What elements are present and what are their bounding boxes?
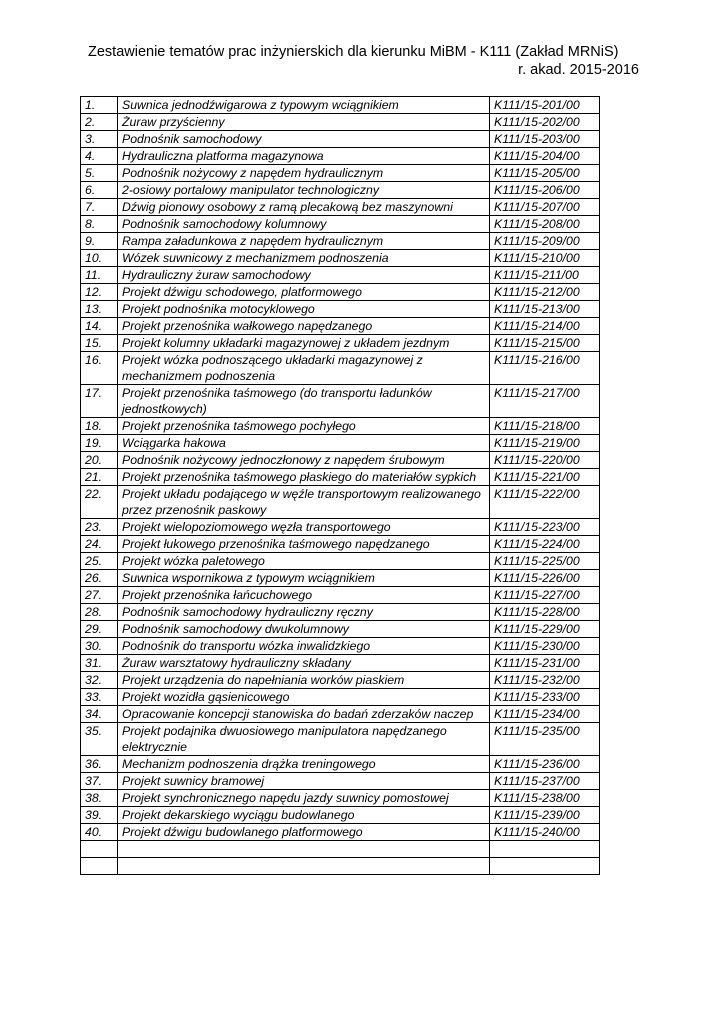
topic-number: 39. (81, 807, 118, 824)
table-row (81, 553, 600, 570)
topic-number: 16. (81, 352, 118, 385)
table-row (81, 182, 600, 199)
topic-title: Wciągarka hakowa (118, 435, 490, 452)
topics-table (80, 96, 600, 875)
topic-number: 19. (81, 435, 118, 452)
topic-code: K111/15-222/00 (490, 486, 600, 519)
table-row (81, 587, 600, 604)
topic-title: Projekt kolumny układarki magazynowej z układem jezdnym (118, 335, 490, 352)
topic-title: Podnośnik samochodowy (118, 131, 490, 148)
topic-number: 28. (81, 604, 118, 621)
topic-number: 6. (81, 182, 118, 199)
topic-code: K111/15-219/00 (490, 435, 600, 452)
topic-number: 29. (81, 621, 118, 638)
topic-title: Podnośnik samochodowy hydrauliczny ręczny (118, 604, 490, 621)
topic-title: Projekt wielopoziomowego węzła transportowego (118, 519, 490, 536)
table-row (81, 233, 600, 250)
topic-code: K111/15-220/00 (490, 452, 600, 469)
topic-title: Projekt dźwigu schodowego, platformowego (118, 284, 490, 301)
table-row (81, 114, 600, 131)
topic-number: 31. (81, 655, 118, 672)
topic-number: 38. (81, 790, 118, 807)
topic-code: K111/15-212/00 (490, 284, 600, 301)
table-row (81, 435, 600, 452)
topic-title: Projekt przenośnika łańcuchowego (118, 587, 490, 604)
topic-number: 23. (81, 519, 118, 536)
topic-number: 24. (81, 536, 118, 553)
table-row (81, 756, 600, 773)
table-row (81, 672, 600, 689)
topic-code: K111/15-215/00 (490, 335, 600, 352)
topic-code: K111/15-223/00 (490, 519, 600, 536)
topic-number: 3. (81, 131, 118, 148)
table-row (81, 824, 600, 841)
topic-code: K111/15-236/00 (490, 756, 600, 773)
table-row (81, 536, 600, 553)
empty-table-row (81, 841, 600, 858)
topic-code: K111/15-213/00 (490, 301, 600, 318)
topic-title: Projekt urządzenia do napełniania worków piaskiem (118, 672, 490, 689)
table-row (81, 250, 600, 267)
topic-title: Projekt wozidła gąsienicowego (118, 689, 490, 706)
table-row (81, 301, 600, 318)
table-row (81, 418, 600, 435)
topic-title: Opracowanie koncepcji stanowiska do badań zderzaków naczep (118, 706, 490, 723)
topic-code: K111/15-210/00 (490, 250, 600, 267)
empty-cell (490, 858, 600, 875)
topic-code: K111/15-226/00 (490, 570, 600, 587)
table-row (81, 385, 600, 418)
topic-number: 26. (81, 570, 118, 587)
topic-title: Suwnica jednodźwigarowa z typowym wciągnikiem (118, 97, 490, 114)
topic-title: Podnośnik nożycowy z napędem hydraulicznym (118, 165, 490, 182)
topic-number: 21. (81, 469, 118, 486)
topic-code: K111/15-217/00 (490, 385, 600, 418)
topic-code: K111/15-239/00 (490, 807, 600, 824)
table-row (81, 284, 600, 301)
topic-code: K111/15-207/00 (490, 199, 600, 216)
topic-code: K111/15-211/00 (490, 267, 600, 284)
topic-code: K111/15-237/00 (490, 773, 600, 790)
table-row (81, 352, 600, 385)
topic-code: K111/15-208/00 (490, 216, 600, 233)
table-row (81, 335, 600, 352)
topic-number: 11. (81, 267, 118, 284)
table-row (81, 216, 600, 233)
topic-code: K111/15-224/00 (490, 536, 600, 553)
topic-number: 20. (81, 452, 118, 469)
table-row (81, 267, 600, 284)
table-row (81, 807, 600, 824)
topic-title: Podnośnik do transportu wózka inwalidzkiego (118, 638, 490, 655)
topic-number: 12. (81, 284, 118, 301)
topic-code: K111/15-240/00 (490, 824, 600, 841)
topic-title: Projekt dekarskiego wyciągu budowlanego (118, 807, 490, 824)
academic-year: r. akad. 2015-2016 (518, 62, 639, 78)
topic-code: K111/15-206/00 (490, 182, 600, 199)
topic-code: K111/15-233/00 (490, 689, 600, 706)
topic-code: K111/15-225/00 (490, 553, 600, 570)
topic-code: K111/15-234/00 (490, 706, 600, 723)
topic-code: K111/15-221/00 (490, 469, 600, 486)
table-row (81, 148, 600, 165)
topic-number: 2. (81, 114, 118, 131)
topic-number: 14. (81, 318, 118, 335)
topic-code: K111/15-202/00 (490, 114, 600, 131)
topic-code: K111/15-228/00 (490, 604, 600, 621)
topic-code: K111/15-231/00 (490, 655, 600, 672)
topic-number: 22. (81, 486, 118, 519)
topic-title: Dźwig pionowy osobowy z ramą plecakową bez maszynowni (118, 199, 490, 216)
topic-code: K111/15-214/00 (490, 318, 600, 335)
topics-table-body (81, 97, 600, 875)
topic-code: K111/15-218/00 (490, 418, 600, 435)
topic-title: Wózek suwnicowy z mechanizmem podnoszenia (118, 250, 490, 267)
table-row (81, 723, 600, 756)
topic-title: Projekt synchronicznego napędu jazdy suwnicy pomostowej (118, 790, 490, 807)
empty-cell (81, 858, 118, 875)
topic-number: 8. (81, 216, 118, 233)
table-row (81, 604, 600, 621)
table-row (81, 131, 600, 148)
table-row (81, 570, 600, 587)
topic-title: Projekt dźwigu budowlanego platformowego (118, 824, 490, 841)
topic-title: Projekt suwnicy bramowej (118, 773, 490, 790)
table-row (81, 469, 600, 486)
empty-cell (490, 841, 600, 858)
topic-code: K111/15-229/00 (490, 621, 600, 638)
table-row (81, 486, 600, 519)
topic-number: 25. (81, 553, 118, 570)
topic-number: 17. (81, 385, 118, 418)
topic-code: K111/15-209/00 (490, 233, 600, 250)
table-row (81, 621, 600, 638)
topic-number: 7. (81, 199, 118, 216)
topic-number: 34. (81, 706, 118, 723)
topic-title: Projekt podnośnika motocyklowego (118, 301, 490, 318)
topic-number: 32. (81, 672, 118, 689)
topic-title: Projekt układu podającego w węźle transportowym realizowanego przez przenośnik paskowy (118, 486, 490, 519)
topic-title: Hydrauliczna platforma magazynowa (118, 148, 490, 165)
topic-code: K111/15-201/00 (490, 97, 600, 114)
table-row (81, 655, 600, 672)
topic-title: Projekt łukowego przenośnika taśmowego napędzanego (118, 536, 490, 553)
table-row (81, 638, 600, 655)
empty-cell (118, 841, 490, 858)
topic-title: Podnośnik nożycowy jednoczłonowy z napędem śrubowym (118, 452, 490, 469)
topic-title: Projekt wózka podnoszącego układarki magazynowej z mechanizmem podnoszenia (118, 352, 490, 385)
table-row (81, 689, 600, 706)
empty-cell (118, 858, 490, 875)
table-row (81, 452, 600, 469)
topic-number: 5. (81, 165, 118, 182)
topic-title: Projekt wózka paletowego (118, 553, 490, 570)
table-row (81, 318, 600, 335)
document-title: Zestawienie tematów prac inżynierskich dla kierunku MiBM - K111 (Zakład MRNiS) (88, 44, 619, 60)
topic-code: K111/15-205/00 (490, 165, 600, 182)
topic-code: K111/15-216/00 (490, 352, 600, 385)
topic-title: 2-osiowy portalowy manipulator technologiczny (118, 182, 490, 199)
topic-number: 15. (81, 335, 118, 352)
topic-code: K111/15-238/00 (490, 790, 600, 807)
table-row (81, 790, 600, 807)
topic-code: K111/15-230/00 (490, 638, 600, 655)
topic-code: K111/15-227/00 (490, 587, 600, 604)
topic-title: Projekt przenośnika wałkowego napędzanego (118, 318, 490, 335)
topic-code: K111/15-232/00 (490, 672, 600, 689)
empty-cell (81, 841, 118, 858)
table-row (81, 199, 600, 216)
topic-title: Podnośnik samochodowy kolumnowy (118, 216, 490, 233)
topic-number: 36. (81, 756, 118, 773)
topic-title: Rampa załadunkowa z napędem hydraulicznym (118, 233, 490, 250)
topic-title: Mechanizm podnoszenia drążka treningowego (118, 756, 490, 773)
topic-number: 37. (81, 773, 118, 790)
topic-number: 40. (81, 824, 118, 841)
topic-number: 35. (81, 723, 118, 756)
topic-title: Żuraw warsztatowy hydrauliczny składany (118, 655, 490, 672)
topic-number: 9. (81, 233, 118, 250)
topic-number: 1. (81, 97, 118, 114)
table-row (81, 97, 600, 114)
topic-title: Projekt przenośnika taśmowego (do transportu ładunków jednostkowych) (118, 385, 490, 418)
topic-number: 18. (81, 418, 118, 435)
topic-number: 33. (81, 689, 118, 706)
topic-code: K111/15-203/00 (490, 131, 600, 148)
table-row (81, 706, 600, 723)
table-row (81, 773, 600, 790)
topic-title: Suwnica wspornikowa z typowym wciągnikiem (118, 570, 490, 587)
topic-number: 13. (81, 301, 118, 318)
topic-title: Żuraw przyścienny (118, 114, 490, 131)
table-row (81, 165, 600, 182)
topic-title: Projekt przenośnika taśmowego pochyłego (118, 418, 490, 435)
topic-title: Projekt podajnika dwuosiowego manipulatora napędzanego elektrycznie (118, 723, 490, 756)
table-row (81, 519, 600, 536)
topic-code: K111/15-204/00 (490, 148, 600, 165)
topic-title: Hydrauliczny żuraw samochodowy (118, 267, 490, 284)
topic-title: Projekt przenośnika taśmowego płaskiego do materiałów sypkich (118, 469, 490, 486)
topic-number: 4. (81, 148, 118, 165)
empty-table-row (81, 858, 600, 875)
topic-title: Podnośnik samochodowy dwukolumnowy (118, 621, 490, 638)
topic-number: 30. (81, 638, 118, 655)
topic-code: K111/15-235/00 (490, 723, 600, 756)
topic-number: 27. (81, 587, 118, 604)
topic-number: 10. (81, 250, 118, 267)
